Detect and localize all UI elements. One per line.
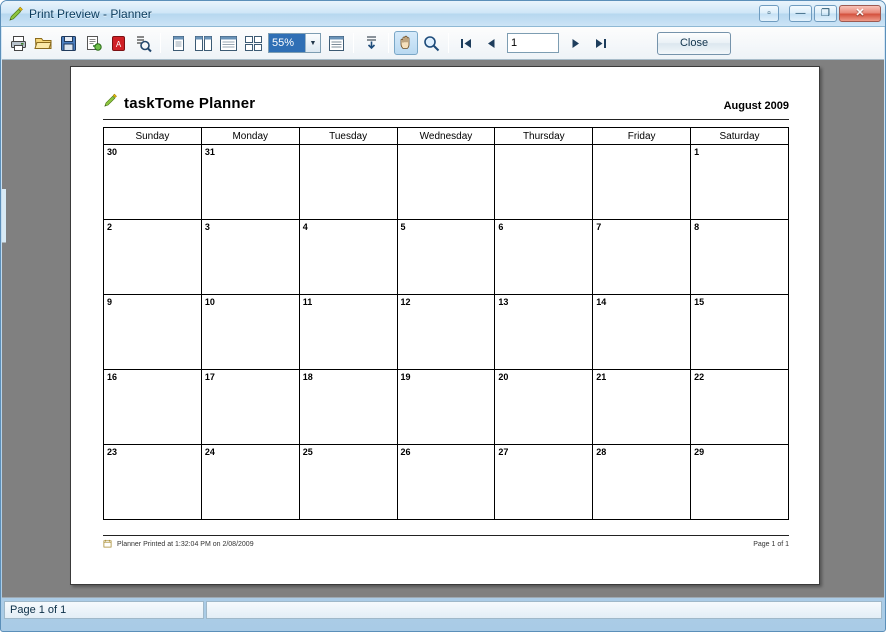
window-title: Print Preview - Planner bbox=[29, 6, 152, 21]
continuous-icon[interactable] bbox=[359, 31, 383, 55]
weekday-header: Sunday bbox=[104, 128, 202, 145]
open-icon[interactable] bbox=[31, 31, 55, 55]
pencil-icon bbox=[8, 6, 24, 22]
save-icon[interactable] bbox=[56, 31, 80, 55]
calendar-day-cell: 24 bbox=[201, 445, 299, 520]
single-page-icon[interactable] bbox=[166, 31, 190, 55]
calendar-day-cell: 10 bbox=[201, 295, 299, 370]
toolbar-separator-3 bbox=[388, 33, 389, 53]
close-window-button[interactable]: ✕ bbox=[839, 5, 881, 22]
toolbar-separator-4 bbox=[448, 33, 449, 53]
calendar-day-cell bbox=[495, 145, 593, 220]
calendar-week-row bbox=[104, 370, 789, 445]
calendar-header-row bbox=[104, 128, 789, 145]
calendar-day-cell: 30 bbox=[104, 145, 202, 220]
export-icon[interactable] bbox=[81, 31, 105, 55]
calendar-day-cell: 2 bbox=[104, 220, 202, 295]
document-header bbox=[103, 93, 789, 120]
calendar-day-cell: 21 bbox=[593, 370, 691, 445]
calendar-week-row bbox=[104, 295, 789, 370]
calendar-day-cell: 1 bbox=[691, 145, 789, 220]
footer-left-group bbox=[103, 539, 254, 550]
weekday-header: Friday bbox=[593, 128, 691, 145]
calendar-day-cell: 8 bbox=[691, 220, 789, 295]
calendar-day-cell: 27 bbox=[495, 445, 593, 520]
calendar-day-cell: 4 bbox=[299, 220, 397, 295]
minimize-button[interactable]: — bbox=[789, 5, 812, 22]
print-icon[interactable] bbox=[6, 31, 30, 55]
calendar-week-row bbox=[104, 145, 789, 220]
document-footer bbox=[103, 535, 789, 550]
next-page-button[interactable] bbox=[563, 31, 587, 55]
close-button[interactable]: Close bbox=[657, 32, 731, 55]
footer-page-number: Page 1 of 1 bbox=[753, 541, 789, 548]
calendar-day-cell: 15 bbox=[691, 295, 789, 370]
calendar-day-cell: 3 bbox=[201, 220, 299, 295]
toolbar-separator-2 bbox=[353, 33, 354, 53]
first-page-button[interactable] bbox=[454, 31, 478, 55]
calendar-day-cell: 11 bbox=[299, 295, 397, 370]
calendar-day-cell: 9 bbox=[104, 295, 202, 370]
previous-page-button[interactable] bbox=[479, 31, 503, 55]
zoom-value[interactable]: 55% bbox=[269, 34, 305, 52]
toolbar-separator bbox=[160, 33, 161, 53]
calendar-day-cell: 5 bbox=[397, 220, 495, 295]
hand-tool-icon[interactable] bbox=[394, 31, 418, 55]
calendar-day-cell: 18 bbox=[299, 370, 397, 445]
calendar-day-cell: 6 bbox=[495, 220, 593, 295]
svg-text:A: A bbox=[115, 39, 121, 49]
calendar-day-cell bbox=[397, 145, 495, 220]
find-icon[interactable] bbox=[131, 31, 155, 55]
document-month: August 2009 bbox=[723, 100, 789, 112]
status-bar bbox=[4, 600, 882, 620]
calendar-table bbox=[103, 127, 789, 520]
calendar-day-cell: 20 bbox=[495, 370, 593, 445]
page-navigation bbox=[454, 31, 612, 55]
calendar-day-cell: 31 bbox=[201, 145, 299, 220]
multi-page-icon[interactable] bbox=[241, 31, 265, 55]
weekday-header: Thursday bbox=[495, 128, 593, 145]
calendar-day-cell bbox=[299, 145, 397, 220]
last-page-button[interactable] bbox=[588, 31, 612, 55]
calendar-day-cell: 26 bbox=[397, 445, 495, 520]
calendar-day-cell: 29 bbox=[691, 445, 789, 520]
calendar-day-cell: 25 bbox=[299, 445, 397, 520]
status-page-indicator: Page 1 of 1 bbox=[4, 601, 204, 619]
calendar-day-cell: 12 bbox=[397, 295, 495, 370]
weekday-header: Monday bbox=[201, 128, 299, 145]
calendar-day-cell: 17 bbox=[201, 370, 299, 445]
three-page-icon[interactable] bbox=[216, 31, 240, 55]
calendar-day-cell: 23 bbox=[104, 445, 202, 520]
toolbar bbox=[2, 27, 884, 60]
calendar-day-cell: 13 bbox=[495, 295, 593, 370]
weekday-header: Saturday bbox=[691, 128, 789, 145]
calendar-day-cell: 16 bbox=[104, 370, 202, 445]
zoom-combo[interactable] bbox=[268, 33, 321, 53]
window-controls bbox=[759, 5, 881, 22]
weekday-header: Wednesday bbox=[397, 128, 495, 145]
calendar-week-row bbox=[104, 220, 789, 295]
planner-document bbox=[103, 93, 789, 558]
maximize-button[interactable]: ❐ bbox=[814, 5, 837, 22]
footer-print-info: Planner Printed at 1:32:04 PM on 2/08/2009 bbox=[117, 541, 254, 548]
calendar-day-cell: 14 bbox=[593, 295, 691, 370]
two-page-icon[interactable] bbox=[191, 31, 215, 55]
status-secondary bbox=[206, 601, 882, 619]
calendar-day-cell: 22 bbox=[691, 370, 789, 445]
title-bar bbox=[1, 1, 885, 27]
calendar-day-cell: 28 bbox=[593, 445, 691, 520]
preview-page bbox=[70, 66, 820, 585]
page-width-icon[interactable] bbox=[324, 31, 348, 55]
page-title: taskTome Planner bbox=[124, 94, 256, 112]
chevron-down-icon[interactable]: ▼ bbox=[305, 34, 320, 52]
calendar-week-row bbox=[104, 445, 789, 520]
calendar-day-cell bbox=[593, 145, 691, 220]
planner-icon bbox=[103, 539, 112, 550]
page-number-input[interactable] bbox=[507, 33, 559, 53]
calendar-day-cell: 19 bbox=[397, 370, 495, 445]
weekday-header: Tuesday bbox=[299, 128, 397, 145]
restore-down-extra-button[interactable]: ▫ bbox=[759, 5, 779, 22]
pencil-icon bbox=[103, 93, 118, 113]
preview-area[interactable] bbox=[2, 60, 884, 598]
document-title-group bbox=[103, 93, 255, 113]
calendar-day-cell: 7 bbox=[593, 220, 691, 295]
pdf-icon[interactable] bbox=[106, 31, 130, 55]
preview-left-strip bbox=[2, 60, 6, 597]
zoom-tool-icon[interactable] bbox=[419, 31, 443, 55]
